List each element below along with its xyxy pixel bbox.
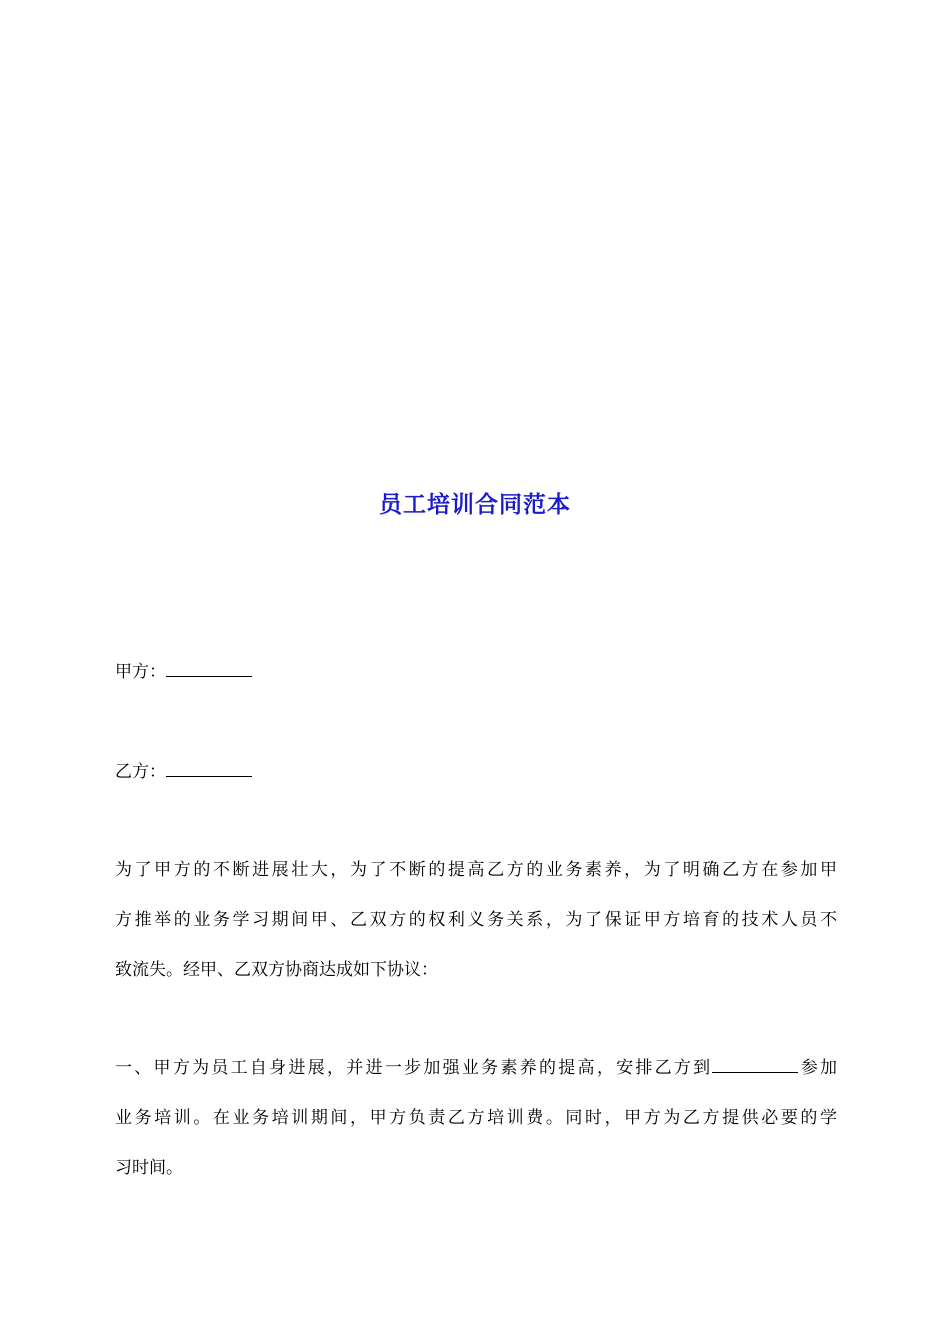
preamble-line: 方推举的业务学习期间甲、乙双方的权利义务关系，为了保证甲方培育的技术人员不 [115,910,837,930]
party-a-label: 甲方： [115,662,166,682]
clause-one-text-before: 一、甲方为员工自身进展，并进一步加强业务素养的提高，安排乙方到 [115,1058,713,1078]
clause-one-line [115,1043,837,1093]
training-location-blank [712,1056,798,1073]
party-b-blank [166,760,252,777]
party-a-line [115,660,252,684]
preamble-paragraph [115,845,837,995]
preamble-line: 为了甲方的不断进展壮大，为了不断的提高乙方的业务素养，为了明确乙方在参加甲 [115,860,837,880]
clause-one-line: 习时间。 [115,1158,183,1178]
document-title: 员工培训合同范本 [379,491,571,518]
party-b-line [115,760,252,784]
party-b-label: 乙方： [115,762,166,782]
preamble-line: 致流失。经甲、乙双方协商达成如下协议： [115,960,438,980]
clause-one-text-after: 参加 [798,1058,837,1078]
clause-one-line: 业务培训。在业务培训期间，甲方负责乙方培训费。同时，甲方为乙方提供必要的学 [115,1108,837,1128]
clause-one-paragraph [115,1043,837,1193]
party-a-blank [166,660,252,677]
